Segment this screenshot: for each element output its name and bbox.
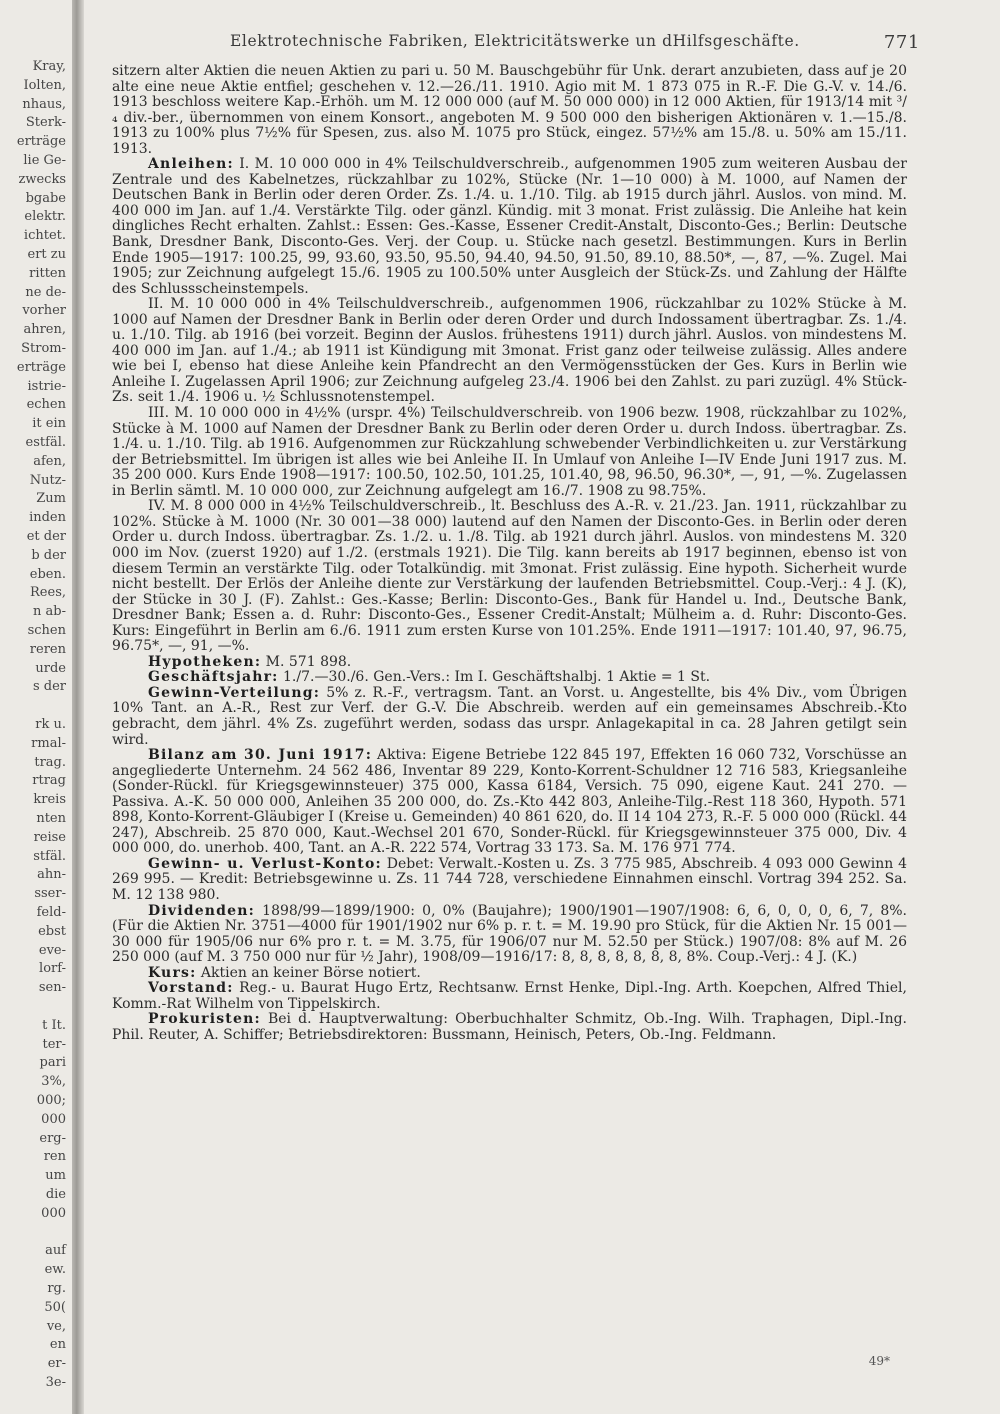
- margin-fragment: ter-: [42, 1036, 66, 1052]
- margin-fragment: ichtet.: [23, 228, 66, 244]
- section-heading: Gewinn- u. Verlust-Konto:: [148, 855, 382, 872]
- margin-fragment: Rees,: [30, 585, 66, 601]
- paragraph: [112, 748, 907, 857]
- paragraph-text: 5% z. R.-F., vertragsm. Tant. an Vorst. u. Angestellte, bis 4% Div., vom Übrigen 10% Tant. an A.-R., Rest zur Verf. der G.-V. Die Abschreib. werden auf ein gemeinsames Abschreib.-Kto gebracht, dem jährl. 4% Zs. zugeführt werden, sodass das urspr. Anlagekapital in ca. 28 Jahren getilgt sein wird.: [112, 684, 907, 748]
- margin-fragment: Zum: [36, 491, 66, 507]
- paragraph: [112, 981, 907, 1012]
- margin-fragment: nhaus,: [22, 96, 66, 112]
- margin-fragment: erg-: [39, 1130, 66, 1146]
- paragraph-text: IV. M. 8 000 000 in 4½% Teilschuldverschreib., lt. Beschluss des A.-R. v. 21./23. Jan. 1911, rückzahlbar zu 102%. Stücke à M. 1000 (Nr. 30 001—38 000) lautend auf den Namen der Disconto-Ges. in Berlin oder deren Order u. durch Indoss. übertragbar. Zs. 1./2. u. 1./8. Tilg. ab 1921 durch jährl. Auslos. von mindestens M. 320 000 im Nov. (zuerst 1920) auf 1./2. (erstmals 1921). Die Tilg. kann bereits ab 1917 beginnen, ebenso ist von diesem Termin an verstärkte Tilg. oder Totalkündig. mit 3monat. Frist zulässig. Eine hypoth. Sicherheit wurde nicht bestellt. Der Erlös der Anleihe diente zur Verstärkung der laufenden Betriebsmittel. Coup.-Verj.: 4 J. (K), der Stücke in 30 J. (F). Zahlst.: Ges.-Kasse; Berlin: Disconto-Ges., Bank für Handel u. Ind., Deutsche Bank, Dresdner Bank; Essen a. d. Ruhr: Disconto-Ges., Essener Credit-Anstalt; Mülheim a. d. Ruhr: Disconto-Ges. Kurs: Eingeführt in Berlin am 6./6. 1911 zum ersten Kurse von 101.25%. Ende 1911—1917: 101.40, 97, 96.75, 96.75*, —, 91, —%.: [112, 498, 907, 655]
- paragraph-text: Debet: Verwalt.-Kosten u. Zs. 3 775 985, Abschreib. 4 093 000 Gewinn 4 269 995. — Kredit: Betriebsgewinne u. Zs. 11 744 728, verschiedene Einnahmen einschl. Vortrag 394 252. Sa. M. 12 138 980.: [112, 855, 907, 903]
- margin-fragment: feld-: [36, 905, 66, 920]
- paragraph: [112, 655, 907, 671]
- margin-fragment: 50(: [44, 1299, 66, 1315]
- margin-fragment: Kray,: [32, 60, 66, 74]
- paragraph: [112, 670, 907, 686]
- paragraph: [112, 64, 907, 157]
- margin-fragment: vorher: [22, 303, 66, 319]
- section-heading: Prokuristen:: [148, 1011, 261, 1028]
- paragraph-text: II. M. 10 000 000 in 4% Teilschuldverschreib., aufgenommen 1906, rückzahlbar zu 102% Stücke à M. 1000 auf Namen der Dresdner Bank in Berlin oder deren Order und durch Indossament übertragbar. Zs. 1./4. u. 1./10. Tilg. ab 1916 (bei vorzeit. Beginn der Auslos. frühestens 1911) durch jährl. Auslos. von mindestens M. 400 000 im Jan. auf 1./4.; ab 1911 ist Kündigung mit 3monat. Frist ganz oder teilweise zulässig. Alles andere wie bei I, ebenso hat diese Anleihe kein Pfandrecht an den Vermögensstücken der Ges. Kurs in Berlin wie Anleihe I. Zugelassen April 1906; zur Zeichnung aufgeleg 23./4. 1906 bei den Zahlst. zu pari zuzügl. 4% Stück-Zs. seit 1./4. 1906 u. ½ Schlussnotenstempel.: [112, 296, 907, 406]
- paragraph-text: M. 571 898.: [265, 653, 352, 670]
- margin-fragment: urde: [35, 660, 66, 676]
- margin-fragment: bgabe: [25, 190, 66, 206]
- margin-fragment: estfäl.: [25, 435, 66, 450]
- margin-fragment: et der: [26, 529, 66, 544]
- margin-fragment: ahren,: [23, 322, 66, 338]
- margin-fragment: 3%,: [41, 1074, 66, 1090]
- margin-fragment: sen-: [38, 980, 66, 996]
- margin-fragment: inden: [29, 510, 66, 526]
- margin-fragment: eve-: [38, 942, 66, 958]
- paragraph-text: 1./7.—30./6. Gen.-Vers.: Im I. Geschäftshalbj. 1 Aktie = 1 St.: [283, 669, 711, 686]
- paragraph-text: Reg.- u. Baurat Hugo Ertz, Rechtsanw. Ernst Henke, Dipl.-Ing. Arth. Koepchen, Alfred Thiel, Komm.-Rat Wilhelm von Tippelskirch.: [112, 980, 907, 1012]
- main-text-column: [112, 64, 907, 1043]
- margin-fragment: 3e-: [45, 1375, 66, 1390]
- margin-fragment: rtrag: [32, 773, 66, 789]
- margin-fragment: t It.: [42, 1017, 66, 1033]
- margin-fragment: schen: [27, 623, 66, 638]
- margin-fragment: erträge: [16, 359, 66, 375]
- adjacent-page-margin: [0, 60, 68, 1390]
- margin-fragment: Nutz-: [29, 472, 66, 488]
- margin-fragment: afen,: [33, 453, 66, 469]
- margin-fragment: Sterk-: [25, 115, 66, 131]
- margin-fragment: zwecks: [18, 171, 66, 187]
- margin-fragment: echen: [26, 397, 66, 413]
- section-heading: Hypotheken:: [148, 653, 262, 670]
- paragraph: [112, 406, 907, 499]
- margin-fragment: pari: [39, 1055, 66, 1071]
- margin-fragment: lie Ge-: [23, 153, 66, 168]
- section-heading: Geschäftsjahr:: [148, 669, 279, 686]
- margin-fragment: 000: [41, 1111, 66, 1127]
- margin-fragment: ebst: [38, 923, 66, 939]
- section-heading: Gewinn-Verteilung:: [148, 684, 321, 701]
- margin-fragment: ahn-: [37, 867, 66, 883]
- paragraph-text: III. M. 10 000 000 in 4½% (urspr. 4%) Teilschuldverschreib. von 1906 bezw. 1908, rückzahlbar zu 102%, Stücke à M. 1000 auf Namen der Dresdner Bank zu Berlin oder deren Order u. durch Indoss. übertragbar. Zs. 1./4. u. 1./10. Tilg. ab 1916. Aufgenommen zur Rückzahlung schwebender Verbindlichkeiten u. zur Verstärkung der Betriebsmittel. Im übrigen ist alles wie bei Anleihe II. In Umlauf von Anleihe I—IV Ende Juni 1917 zus. M. 35 200 000. Kurs Ende 1908—1917: 100.50, 102.50, 101.25, 101.40, 98, 96.50, 96.30*, —, 91, —%. Zugelassen in Berlin sämtl. M. 10 000 000, zur Zeichnung aufgelegt am 16./7. 1908 zu 98.75%.: [112, 405, 907, 499]
- margin-fragment: trag.: [34, 754, 66, 770]
- section-heading: Dividenden:: [148, 902, 256, 919]
- margin-fragment: Strom-: [21, 341, 66, 356]
- margin-fragment: 000: [41, 1205, 66, 1221]
- paragraph-text: Aktiva: Eigene Betriebe 122 845 197, Effekten 16 060 732, Vorschüsse an angegliederte Unternehm. 24 562 486, Inventar 89 229, Konto-Korrent-Schuldner 12 716 583, Kriegsanleihe (Sonder-Rückl. für Kriegsgewinnsteuer) 375 000, Kassa 6184, Versich. 75 090, eigene Kaut. 241 270. — Passiva. A.-K. 50 000 000, Anleihen 35 200 000, do. Zs.-Kto 442 803, Anleihe-Tilg.-Rest 118 360, Hypoth. 571 898, Konto-Korrent-Gläubiger I (Kreise u. Gemeinden) 40 861 620, do. II 14 104 273, R.-F. 5 000 000 (Rückl. 44 247), Abschreib. 25 870 000, Kaut.-Wechsel 201 670, Sonder-Rückl. für Kriegsgewinnsteuer 375 000, Div. 4 000 000, do. unerhob. 400, Tant. an A.-R. 222 574, Vortrag 33 173. Sa. M. 176 971 774.: [112, 747, 908, 857]
- margin-fragment: reren: [29, 641, 66, 657]
- margin-fragment: n ab-: [33, 604, 66, 620]
- margin-fragment: Iolten,: [23, 77, 66, 93]
- margin-fragment: auf: [45, 1243, 66, 1259]
- margin-fragment: stfäl.: [33, 848, 66, 864]
- margin-fragment: 000;: [36, 1093, 66, 1108]
- paragraph-text: 1898/99—1899/1900: 0, 0% (Baujahre); 1900/1901—1907/1908: 6, 6, 0, 0, 0, 6, 7, 8%. (Für die Aktien Nr. 3751—4000 für 1901/1902 nur 6% p. r. t. = M. 19.90 pro Stück, für die Aktien Nr. 15 001—30 000 für 1905/06 nur 6% pro r. t. = M. 3.75, für 1906/07 nur M. 52.50 per Stück.) 1907/08: 8% auf M. 26 250 000 (auf M. 3 750 000 nur für ½ Jahr), 1908/09—1916/17: 8, 8, 8, 8, 8, 8, 8, 8%. Coup.-Verj.: 4 J. (K.): [112, 902, 908, 966]
- paragraph: [112, 157, 907, 297]
- margin-fragment: kreis: [33, 792, 66, 808]
- margin-fragment: b der: [31, 547, 66, 563]
- book-fold-shadow: [72, 0, 84, 1414]
- margin-fragment: s der: [32, 679, 66, 695]
- margin-fragment: rmal-: [31, 735, 66, 751]
- margin-fragment: ve,: [46, 1318, 66, 1334]
- margin-fragment: ritten: [29, 265, 66, 281]
- margin-fragment: eben.: [29, 566, 66, 582]
- section-heading: Anleihen:: [148, 156, 234, 173]
- paragraph: [112, 966, 907, 982]
- margin-fragment: en: [49, 1337, 66, 1353]
- running-header: [230, 32, 920, 53]
- paragraph-text: Bei d. Hauptverwaltung: Oberbuchhalter Schmitz, Ob.-Ing. Wilh. Traphagen, Dipl.-Ing. Phil. Reuter, A. Schiffer; Betriebsdirektoren: Bussmann, Heinisch, Peters, Ob.-Ing. Feldmann.: [112, 1011, 908, 1043]
- signature-mark: 49*: [868, 1354, 890, 1368]
- paragraph: [112, 1012, 907, 1043]
- page-number: 771: [883, 32, 920, 53]
- margin-fragment: lorf-: [39, 961, 66, 977]
- section-heading: Bilanz am 30. Juni 1917:: [148, 747, 373, 764]
- margin-fragment: ew.: [44, 1262, 66, 1278]
- margin-fragment: er-: [47, 1356, 66, 1372]
- margin-fragment: rg.: [47, 1281, 66, 1296]
- margin-fragment: ert zu: [27, 247, 66, 262]
- margin-fragment: nten: [36, 811, 66, 826]
- paragraph: [112, 686, 907, 748]
- margin-fragment: elektr.: [24, 209, 66, 225]
- margin-fragment: die: [45, 1187, 66, 1202]
- margin-fragment: ren: [43, 1149, 66, 1165]
- paragraph: [112, 857, 907, 904]
- paragraph: [112, 499, 907, 654]
- paragraph: [112, 904, 907, 966]
- margin-fragment: um: [45, 1168, 66, 1184]
- margin-fragment: ne de-: [25, 284, 66, 300]
- section-heading: Vorstand:: [148, 980, 234, 997]
- margin-fragment: istrie-: [27, 378, 66, 394]
- section-heading: Kurs:: [148, 964, 197, 981]
- paragraph-text: Aktien an keiner Börse notiert.: [200, 964, 421, 981]
- margin-fragment: rk u.: [35, 717, 66, 732]
- paragraph-text: sitzern alter Aktien die neuen Aktien zu pari u. 50 M. Bauschgebühr für Unk. derart anzubieten, dass auf je 20 alte eine neue Aktie entfiel; geschehen v. 12.—26./11. 1910. Agio mit M. 1 873 075 in R.-F. Die G.-V. v. 14./6. 1913 beschloss weitere Kap.-Erhöh. um M. 12 000 000 (auf M. 50 000 000) in 12 000 Aktien, für 1913/14 mit ³/₄ div.-ber., übernommen von einem Konsort., angeboten M. 9 500 000 den bisherigen Aktionären v. 1.—15./8. 1913 zu 100% plus 7½% für Spesen, zus. also M. 1075 pro Stück, eingez. 57½% am 15./8. u. 50% am 15./11. 1913.: [112, 63, 907, 157]
- margin-fragment: reise: [33, 829, 66, 845]
- running-title: Elektrotechnische Fabriken, Elektricitätswerke un dHilfsgeschäfte.: [230, 32, 800, 50]
- margin-fragment: sser-: [34, 886, 66, 902]
- margin-fragment: it ein: [32, 416, 66, 432]
- paragraph: [112, 297, 907, 406]
- margin-fragment: erträge: [16, 134, 66, 150]
- paragraph-text: I. M. 10 000 000 in 4% Teilschuldverschreib., aufgenommen 1905 zum weiteren Ausbau der Zentrale und des Kabelnetzes, rückzahlbar zu 102%, Stücke (Nr. 1—10 000) à M. 1000, auf Namen der Deutschen Bank in Berlin oder deren Order. Zs. 1./4. u. 1./10. Tilg. ab 1915 durch jährl. Auslos. von mind. M. 400 000 im Jan. auf 1./4. Verstärkte Tilg. oder gänzl. Kündig. mit 3 monat. Frist zulässig. Die Anleihe hat kein dingliches Recht erhalten. Zahlst.: Essen: Ges.-Kasse, Essener Credit-Anstalt, Disconto-Ges.; Berlin: Deutsche Bank, Dresdner Bank, Disconto-Ges. Verj. der Coup. u. Stücke nach gesetzl. Bestimmungen. Kurs in Berlin Ende 1905—1917: 100.25, 99, 93.60, 93.50, 95.50, 94.40, 94.50, 91.50, 89.10, 88.50*, —, 87, —%. Zugel. Mai 1905; zur Zeichnung aufgelegt 15./6. 1905 zu 100.50% unter Ausgleich der Stück-Zs. und Zahlung der Hälfte des Schlussscheinstempels.: [112, 156, 907, 297]
